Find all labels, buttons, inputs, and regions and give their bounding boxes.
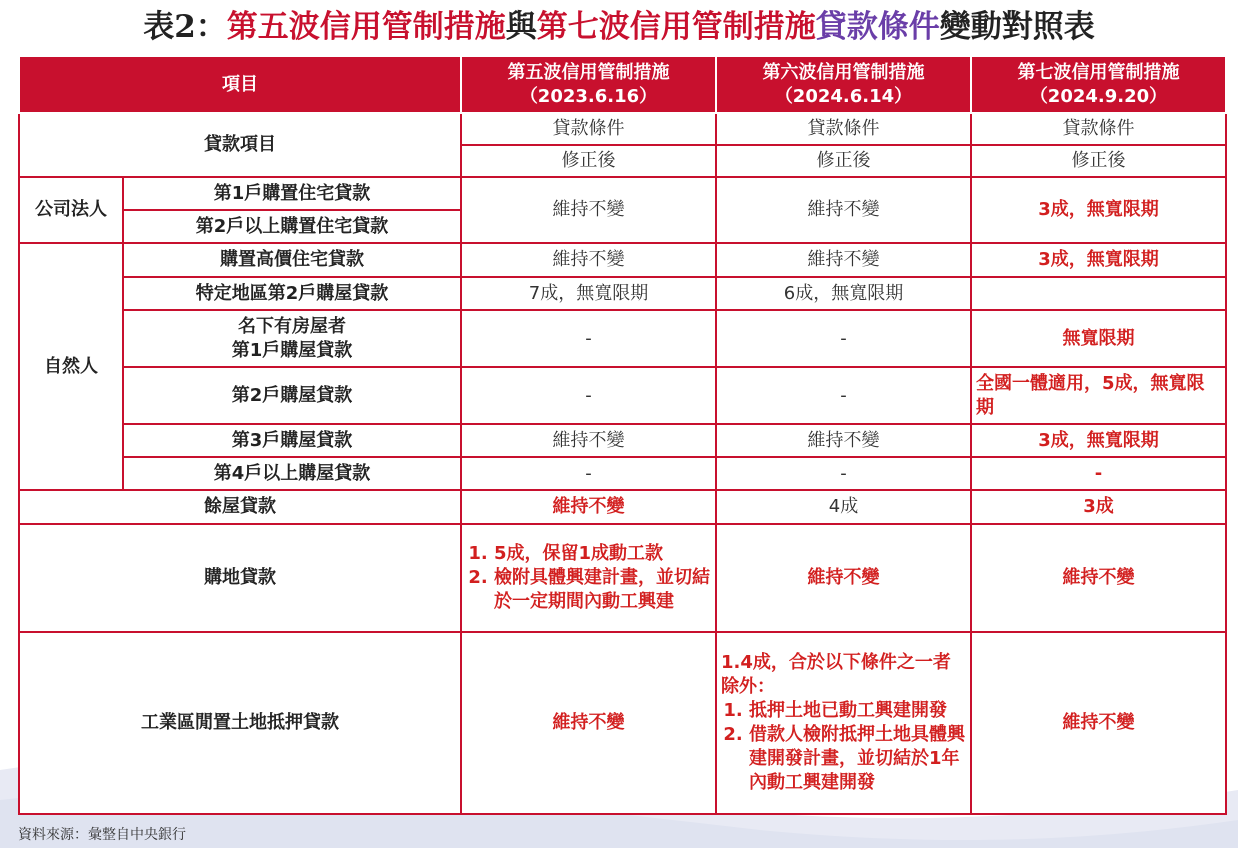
- header-wave5: [461, 56, 716, 113]
- h3-w6: 維持不變: [716, 424, 971, 457]
- header-wave7: [971, 56, 1226, 113]
- row-label-h2: 第2戶購屋貸款: [123, 367, 461, 424]
- own1-w6: -: [716, 310, 971, 367]
- table-row: [19, 632, 1226, 814]
- header-wave6-date: （2024.6.14）: [774, 85, 913, 107]
- sp-w7: [971, 277, 1226, 310]
- group-corp: 公司法人: [19, 177, 123, 243]
- land-w5-list: [466, 542, 711, 614]
- table-row: [19, 524, 1226, 632]
- table-row: [19, 310, 1226, 367]
- header-wave7-name: 第七波信用管制措施: [1017, 61, 1180, 83]
- h4-w7: -: [971, 457, 1226, 490]
- h2-w7: 全國一體適用，5成，無寬限期: [971, 367, 1226, 424]
- header-wave5-name: 第五波信用管制措施: [507, 61, 670, 83]
- title-conj: 與: [505, 9, 537, 45]
- land-w5: [461, 524, 716, 632]
- header-item: 項目: [19, 56, 461, 113]
- title-prefix: 表2：: [143, 9, 227, 45]
- ind-w5: 維持不變: [461, 632, 716, 814]
- ind-w6: [716, 632, 971, 814]
- land-w5-item1: 1. 5成，保留1成動工款: [494, 542, 711, 566]
- h3-w7: 3成，無寬限期: [971, 424, 1226, 457]
- row-label-corp1: 第1戶購置住宅貸款: [123, 177, 461, 210]
- loan-item-label: 貸款項目: [19, 113, 461, 177]
- w7-revised: 修正後: [971, 145, 1226, 177]
- land-w6: 維持不變: [716, 524, 971, 632]
- h4-w6: -: [716, 457, 971, 490]
- table-row: [19, 113, 1226, 145]
- corp-w6: 維持不變: [716, 177, 971, 243]
- sp-w5: 7成，無寬限期: [461, 277, 716, 310]
- table-row: [19, 424, 1226, 457]
- row-label-hp: 購置高價住宅貸款: [123, 243, 461, 277]
- own1-w7: 無寬限期: [971, 310, 1226, 367]
- row-label-own1: [123, 310, 461, 367]
- h2-w5: -: [461, 367, 716, 424]
- hp-w5: 維持不變: [461, 243, 716, 277]
- h3-w5: 維持不變: [461, 424, 716, 457]
- hp-w7: 3成，無寬限期: [971, 243, 1226, 277]
- ind-w6-list: [721, 699, 966, 795]
- w5-revised: 修正後: [461, 145, 716, 177]
- page-title: [0, 4, 1238, 50]
- land-w5-item2: 2. 檢附具體興建計畫，並切結於一定期間內動工興建: [494, 566, 711, 614]
- row-label-own1-l1: 名下有房屋者: [238, 315, 346, 337]
- header-wave5-date: （2023.6.16）: [519, 85, 658, 107]
- row-label-h3: 第3戶購屋貸款: [123, 424, 461, 457]
- corp-w5: 維持不變: [461, 177, 716, 243]
- rem-w6: 4成: [716, 490, 971, 524]
- source-note: 資料來源：彙整自中央銀行: [18, 827, 186, 843]
- ind-w6-item2: 2. 借款人檢附抵押土地具體興建開發計畫，並切結於1年內動工興建開發: [749, 723, 966, 795]
- w6-revised: 修正後: [716, 145, 971, 177]
- h4-w5: -: [461, 457, 716, 490]
- comparison-table: [18, 55, 1227, 815]
- table-row: [19, 367, 1226, 424]
- header-wave6: [716, 56, 971, 113]
- ind-w7: 維持不變: [971, 632, 1226, 814]
- w7-condition: 貸款條件: [971, 113, 1226, 145]
- table-row: [19, 177, 1226, 210]
- rem-w7: 3成: [971, 490, 1226, 524]
- title-part3: 貸款條件: [815, 9, 940, 45]
- row-label-rem: 餘屋貸款: [19, 490, 461, 524]
- table-row: [19, 277, 1226, 310]
- header-wave7-date: （2024.9.20）: [1029, 85, 1168, 107]
- table-row: [19, 457, 1226, 490]
- row-label-own1-l2: 第1戶購屋貸款: [231, 339, 353, 361]
- w6-condition: 貸款條件: [716, 113, 971, 145]
- corp-w7: 3成，無寬限期: [971, 177, 1226, 243]
- group-natural: 自然人: [19, 243, 123, 490]
- table-row: [19, 243, 1226, 277]
- ind-w6-item1: 1. 抵押土地已動工興建開發: [749, 699, 966, 723]
- title-part2: 第七波信用管制措施: [536, 9, 816, 45]
- header-wave6-name: 第六波信用管制措施: [762, 61, 925, 83]
- row-label-land: 購地貸款: [19, 524, 461, 632]
- row-label-corp2: 第2戶以上購置住宅貸款: [123, 210, 461, 243]
- header-row: [19, 56, 1226, 113]
- h2-w6: -: [716, 367, 971, 424]
- table-row: [19, 490, 1226, 524]
- land-w7: 維持不變: [971, 524, 1226, 632]
- title-part1: 第五波信用管制措施: [226, 9, 506, 45]
- ind-w6-lead: 1.4成，合於以下條件之一者除外：: [721, 652, 951, 697]
- w5-condition: 貸款條件: [461, 113, 716, 145]
- own1-w5: -: [461, 310, 716, 367]
- title-part4: 變動對照表: [939, 9, 1095, 45]
- sp-w6: 6成，無寬限期: [716, 277, 971, 310]
- hp-w6: 維持不變: [716, 243, 971, 277]
- rem-w5: 維持不變: [461, 490, 716, 524]
- row-label-sp: 特定地區第2戶購屋貸款: [123, 277, 461, 310]
- row-label-h4: 第4戶以上購屋貸款: [123, 457, 461, 490]
- row-label-ind: 工業區閒置土地抵押貸款: [19, 632, 461, 814]
